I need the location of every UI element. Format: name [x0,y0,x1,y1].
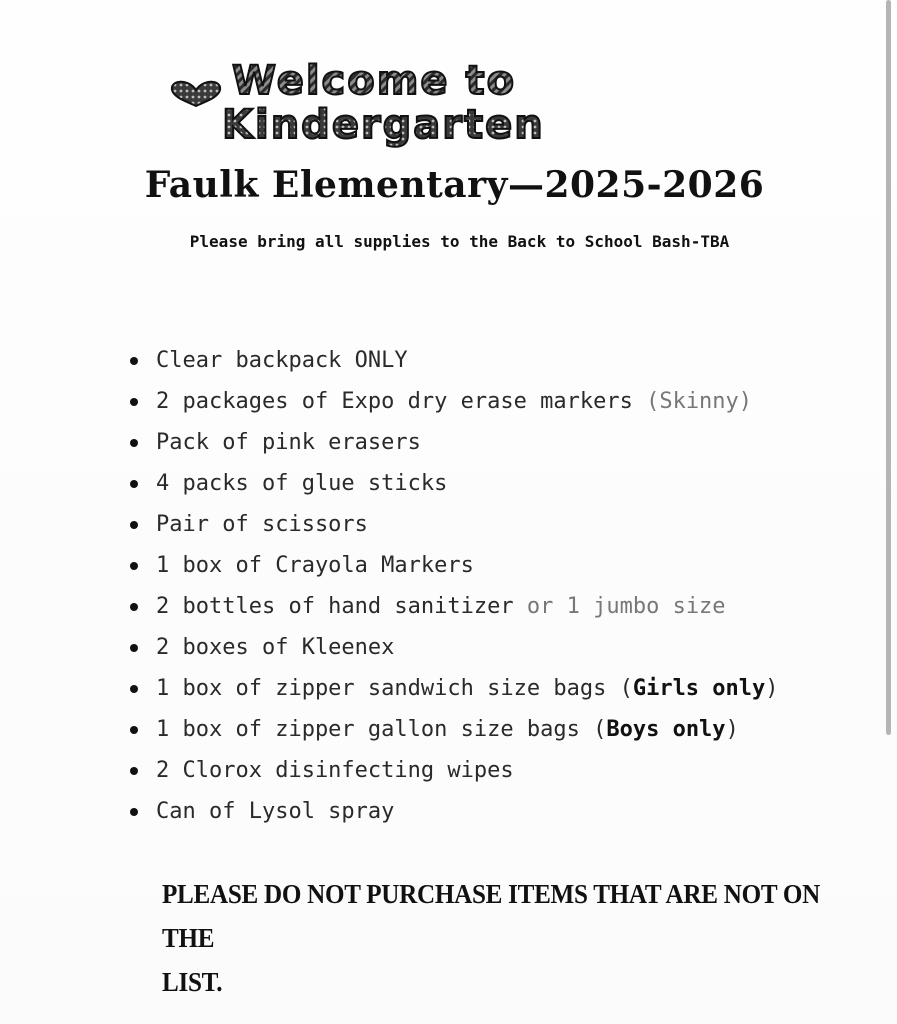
bullet-icon [130,439,138,447]
list-item [130,750,779,791]
welcome-banner-art [160,52,740,152]
list-item [130,381,779,422]
bullet-icon [130,644,138,652]
heart-icon [172,82,220,106]
item-text: Pack of pink erasers [156,430,421,455]
list-item [130,709,779,750]
item-text: Clear backpack ONLY [156,348,408,373]
bullet-icon [130,808,138,816]
banner-line-1: Welcome to [232,58,517,104]
bullet-icon [130,480,138,488]
bullet-icon [130,726,138,734]
bullet-icon [130,767,138,775]
notice-line-1: PLEASE DO NOT PURCHASE ITEMS THAT ARE NOT ON THE [162,879,820,953]
list-item [130,627,779,668]
list-item [130,791,779,832]
list-item [130,545,779,586]
page-subtitle: Please bring all supplies to the Back to School Bash-TBA [189,232,730,251]
item-text: Pair of scissors [156,512,368,537]
notice-line-2: LIST. [162,967,223,997]
item-note: or 1 jumbo size [526,594,726,619]
item-text: 2 boxes of Kleenex [156,635,395,660]
item-text: 2 bottles of hand sanitizer [156,594,527,619]
list-item [130,463,779,504]
list-item [130,340,779,381]
list-item [130,586,779,627]
list-item [130,504,779,545]
item-text: 2 packages of Expo dry erase markers [156,389,647,414]
item-note: (Skinny) [646,389,753,414]
item-emphasis: Boys only [606,717,726,742]
bullet-icon [130,398,138,406]
item-text: 1 box of zipper sandwich size bags ( [156,676,633,701]
purchase-notice [162,872,846,1004]
item-text: 1 box of zipper gallon size bags ( [156,717,607,742]
scrollbar[interactable] [886,0,891,735]
bullet-icon [130,357,138,365]
list-item [130,668,779,709]
item-text: 2 Clorox disinfecting wipes [156,758,514,783]
item-text-close: ) [765,676,779,701]
item-emphasis: Girls only [632,676,766,701]
page-title: Faulk Elementary—2025-2026 [144,164,765,206]
bullet-icon [130,562,138,570]
item-text-close: ) [725,717,739,742]
welcome-banner [160,52,740,152]
banner-line-2: Kindergarten [222,102,545,148]
bullet-icon [130,685,138,693]
supply-list [130,340,779,832]
item-text: 1 box of Crayola Markers [156,553,474,578]
list-item [130,422,779,463]
bullet-icon [130,521,138,529]
item-text: Can of Lysol spray [156,799,395,824]
item-text: 4 packs of glue sticks [156,471,448,496]
bullet-icon [130,603,138,611]
